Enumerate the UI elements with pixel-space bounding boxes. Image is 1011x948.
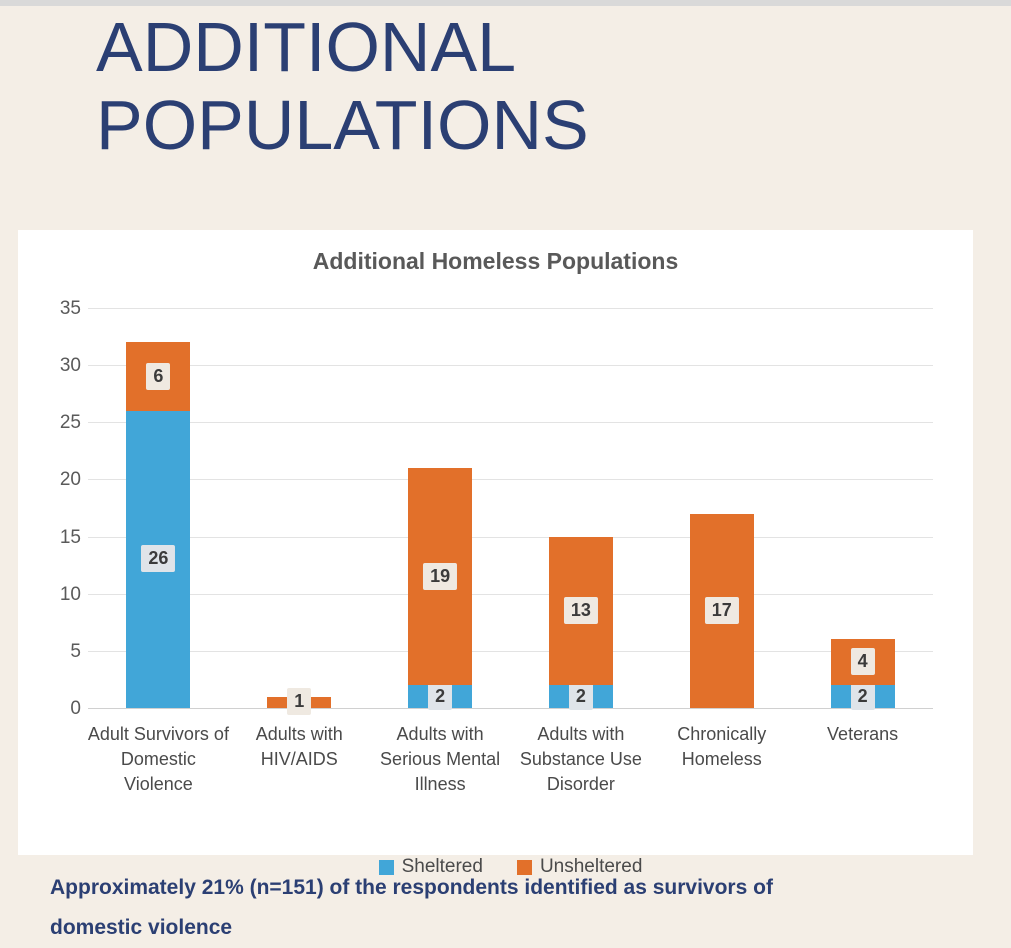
chart-category-labels: [88, 722, 933, 832]
x-axis-category-line: HIV/AIDS: [260, 749, 338, 769]
bar-segment-sheltered[interactable]: [549, 685, 613, 708]
x-axis-category-label: [647, 722, 797, 772]
x-axis-category-line: Adults with: [255, 724, 343, 744]
x-axis-category-line: Illness: [414, 774, 466, 794]
chart-title: Additional Homeless Populations: [312, 248, 679, 274]
y-axis-tick-label: 25: [59, 412, 81, 434]
bar-segment-unsheltered[interactable]: [690, 514, 754, 708]
bar-segment-sheltered[interactable]: [408, 685, 472, 708]
bar-value-label: 2: [851, 683, 875, 710]
x-axis-category-line: Veterans: [827, 724, 899, 744]
bar-value-label: 2: [428, 683, 452, 710]
x-axis-category-label: [224, 722, 374, 772]
bar-segment-sheltered[interactable]: [126, 411, 190, 708]
bar-value-label: 13: [564, 597, 598, 624]
y-axis-tick-label: 10: [59, 583, 81, 605]
x-axis-category-label: [506, 722, 656, 797]
x-axis-category-line: Domestic: [120, 749, 196, 769]
x-axis-category-line: Adults with: [537, 724, 625, 744]
legend-label: Unsheltered: [539, 856, 643, 877]
y-axis-tick-label: 0: [70, 698, 81, 719]
bar-value-label: 17: [705, 597, 739, 624]
bar-segment-unsheltered[interactable]: [267, 691, 331, 712]
bar-value-label: 4: [851, 648, 875, 675]
bar-group[interactable]: [267, 308, 331, 712]
x-axis-category-label: [788, 722, 938, 747]
y-axis-tick-label: 20: [59, 469, 81, 491]
bar-segment-unsheltered[interactable]: [549, 537, 613, 686]
slide-caption: [50, 868, 950, 948]
top-strip: [0, 0, 1011, 6]
bar-value-label: 1: [287, 688, 311, 715]
bar-segment-unsheltered[interactable]: [408, 468, 472, 685]
caption-line-2: domestic violence: [50, 916, 233, 939]
bar-segment-sheltered[interactable]: [831, 685, 895, 708]
bar-group[interactable]: [549, 308, 613, 708]
y-axis-tick-label: 15: [59, 526, 81, 548]
y-axis-tick-label: 35: [59, 298, 81, 319]
bar-group[interactable]: [831, 308, 895, 708]
bar-group[interactable]: [408, 308, 472, 708]
x-axis-category-line: Serious Mental: [380, 749, 501, 769]
chart-container: [18, 230, 973, 877]
x-axis-line: [88, 708, 933, 709]
x-axis-category-line: Violence: [124, 774, 193, 794]
page-title: ADDITIONAL POPULATIONS: [96, 8, 589, 164]
y-axis-tick-label: 30: [59, 355, 81, 377]
bar-value-label: 19: [423, 563, 457, 590]
bar-value-label: 6: [146, 363, 170, 390]
x-axis-category-line: Chronically: [677, 724, 767, 744]
bar-group[interactable]: [690, 308, 754, 708]
x-axis-category-line: Adult Survivors of: [87, 724, 229, 744]
x-axis-category-label: [365, 722, 515, 797]
chart-plot-area: [59, 298, 933, 877]
caption-line-1: Approximately 21% (n=151) of the respondents identified as survivors of: [50, 876, 773, 899]
bar-group[interactable]: [126, 308, 190, 708]
chart-bars: [88, 308, 933, 712]
x-axis-category-label: [83, 722, 233, 797]
x-axis-category-line: Homeless: [681, 749, 762, 769]
x-axis-category-line: Substance Use: [519, 749, 642, 769]
bar-value-label: 26: [141, 545, 175, 572]
bar-segment-unsheltered[interactable]: [126, 342, 190, 411]
legend-label: Sheltered: [401, 856, 483, 877]
x-axis-category-line: Adults with: [396, 724, 484, 744]
bar-value-label: 2: [569, 683, 593, 710]
x-axis-category-line: Disorder: [546, 774, 615, 794]
bar-segment-unsheltered[interactable]: [831, 639, 895, 685]
y-axis-tick-label: 5: [70, 640, 81, 662]
